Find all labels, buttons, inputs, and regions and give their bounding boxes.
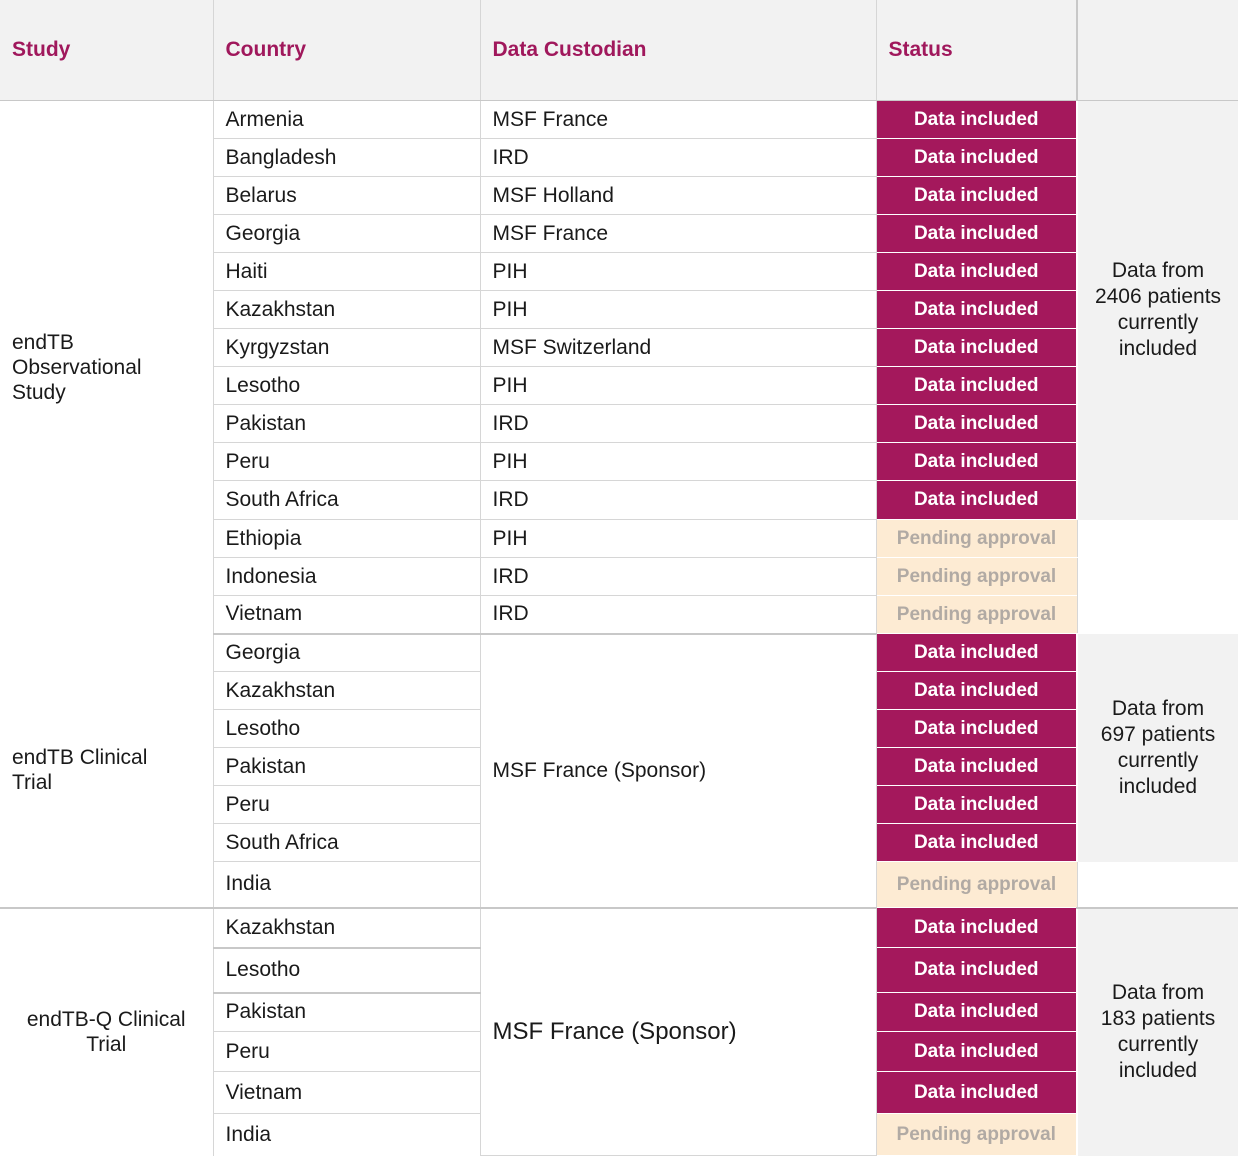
country-cell: Lesotho <box>213 367 480 405</box>
status-badge: Data included <box>876 824 1077 862</box>
country-cell: South Africa <box>213 481 480 520</box>
custodian-cell: MSF France <box>480 101 876 139</box>
status-badge: Data included <box>876 139 1077 177</box>
header-study: Study <box>0 0 213 101</box>
country-cell: Vietnam <box>213 596 480 634</box>
status-badge: Data included <box>876 367 1077 405</box>
custodian-cell: MSF Switzerland <box>480 329 876 367</box>
custodian-cell: PIH <box>480 520 876 558</box>
custodian-cell: IRD <box>480 558 876 596</box>
custodian-cell: IRD <box>480 139 876 177</box>
country-cell: Peru <box>213 786 480 824</box>
custodian-cell: PIH <box>480 367 876 405</box>
custodian-cell: IRD <box>480 596 876 634</box>
custodian-cell: PIH <box>480 253 876 291</box>
note-empty <box>1077 520 1238 634</box>
status-badge: Pending approval <box>876 520 1077 558</box>
patients-note-clinical-q: Data from 183 patients currently included <box>1077 908 1238 1156</box>
country-cell: Pakistan <box>213 405 480 443</box>
custodian-cell: PIH <box>480 291 876 329</box>
custodian-cell: IRD <box>480 481 876 520</box>
country-cell: Kazakhstan <box>213 908 480 948</box>
country-cell: Indonesia <box>213 558 480 596</box>
table-row <box>0 101 1238 139</box>
study-name-clinical: endTB Clinical Trial <box>0 634 213 908</box>
table-row <box>0 908 1238 948</box>
country-cell: Georgia <box>213 634 480 672</box>
header-custodian: Data Custodian <box>480 0 876 101</box>
note-empty <box>1077 862 1238 908</box>
status-badge: Pending approval <box>876 862 1077 908</box>
status-badge: Data included <box>876 948 1077 993</box>
status-badge: Data included <box>876 101 1077 139</box>
country-cell: Peru <box>213 443 480 481</box>
custodian-cell: MSF France <box>480 215 876 253</box>
status-badge: Data included <box>876 329 1077 367</box>
status-badge: Data included <box>876 993 1077 1032</box>
status-badge: Data included <box>876 253 1077 291</box>
country-cell: Kazakhstan <box>213 672 480 710</box>
custodian-cell-merged: MSF France (Sponsor) <box>480 908 876 1156</box>
custodian-cell: MSF Holland <box>480 177 876 215</box>
header-note <box>1077 0 1238 101</box>
status-badge: Data included <box>876 748 1077 786</box>
country-cell: Kazakhstan <box>213 291 480 329</box>
country-cell: Armenia <box>213 101 480 139</box>
country-cell: Ethiopia <box>213 520 480 558</box>
country-cell: Belarus <box>213 177 480 215</box>
patients-note-observational: Data from 2406 patients currently included <box>1077 101 1238 520</box>
status-badge: Pending approval <box>876 558 1077 596</box>
status-badge: Data included <box>876 786 1077 824</box>
status-badge: Pending approval <box>876 1114 1077 1156</box>
status-badge: Data included <box>876 177 1077 215</box>
status-badge: Pending approval <box>876 596 1077 634</box>
country-cell: Pakistan <box>213 748 480 786</box>
patients-note-clinical: Data from 697 patients currently included <box>1077 634 1238 862</box>
status-badge: Data included <box>876 291 1077 329</box>
country-cell: Pakistan <box>213 993 480 1032</box>
country-cell: Vietnam <box>213 1072 480 1114</box>
country-cell: South Africa <box>213 824 480 862</box>
country-cell: Georgia <box>213 215 480 253</box>
custodian-cell: IRD <box>480 405 876 443</box>
status-badge: Data included <box>876 634 1077 672</box>
country-cell: Kyrgyzstan <box>213 329 480 367</box>
custodian-cell: PIH <box>480 443 876 481</box>
status-badge: Data included <box>876 215 1077 253</box>
status-badge: Data included <box>876 405 1077 443</box>
header-status: Status <box>876 0 1077 101</box>
header-row <box>0 0 1238 101</box>
study-name-clinical-q: endTB-Q Clinical Trial <box>0 908 213 1156</box>
status-badge: Data included <box>876 1072 1077 1114</box>
status-badge: Data included <box>876 443 1077 481</box>
country-cell: India <box>213 1114 480 1156</box>
country-cell: Bangladesh <box>213 139 480 177</box>
status-badge: Data included <box>876 1032 1077 1072</box>
country-cell: Peru <box>213 1032 480 1072</box>
custodian-cell-merged: MSF France (Sponsor) <box>480 634 876 908</box>
status-badge: Data included <box>876 710 1077 748</box>
country-cell: Lesotho <box>213 710 480 748</box>
table-row <box>0 634 1238 672</box>
status-badge: Data included <box>876 672 1077 710</box>
country-cell: Lesotho <box>213 948 480 993</box>
country-cell: Haiti <box>213 253 480 291</box>
study-name-observational: endTB Observational Study <box>0 101 213 634</box>
country-cell: India <box>213 862 480 908</box>
status-badge: Data included <box>876 481 1077 520</box>
header-country: Country <box>213 0 480 101</box>
status-badge: Data included <box>876 908 1077 948</box>
